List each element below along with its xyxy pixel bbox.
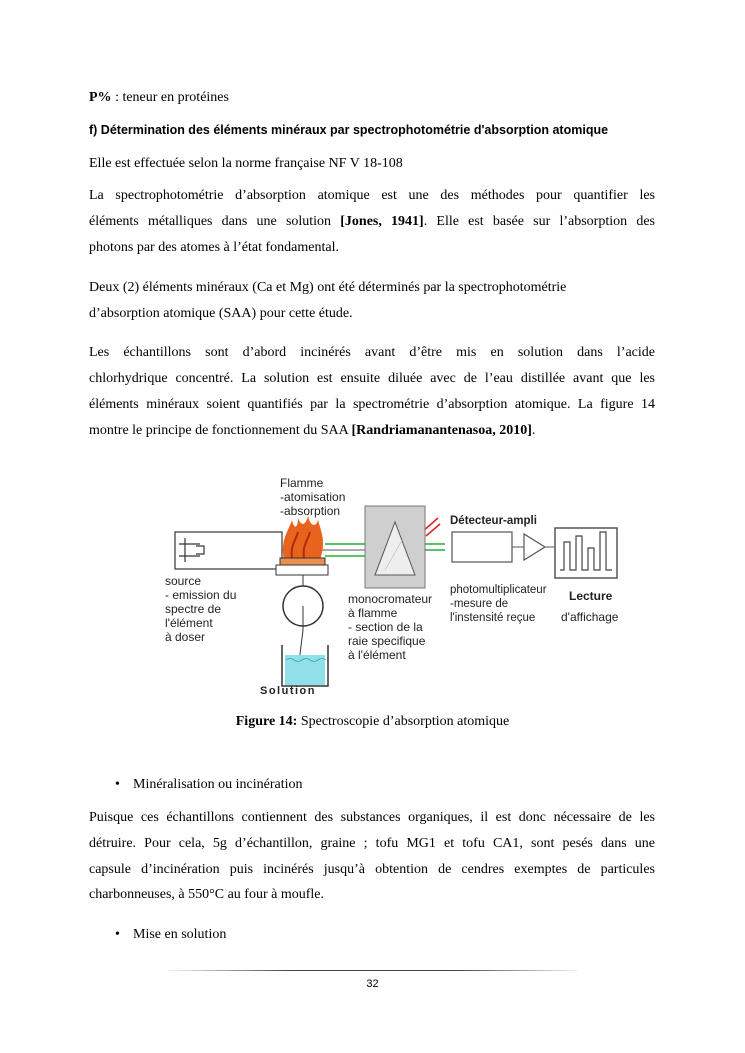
- detector-title: Détecteur-ampli: [450, 515, 537, 527]
- para3-line4: [89, 422, 655, 440]
- bullet-mise-en-solution: Mise en solution: [133, 927, 227, 942]
- citation-jones: [Jones, 1941]: [340, 214, 424, 229]
- para4-line1: Puisque ces échantillons contiennent des substances organiques, il est donc nécessaire de les: [89, 810, 655, 825]
- flame-label-3: -absorption: [280, 504, 341, 518]
- photo-label-2: -mesure de: [450, 598, 509, 610]
- para2-line1: Deux (2) éléments minéraux (Ca et Mg) ont été déterminés par la spectrophotométrie: [89, 280, 567, 295]
- caption-label: Figure 14:: [235, 714, 298, 729]
- mono-label-5: à l'élément: [348, 648, 406, 662]
- bullet-dot-1: •: [115, 777, 120, 792]
- para1-line1: La spectrophotométrie d’absorption atomique est une des méthodes pour quantifier les: [89, 188, 655, 203]
- lecture-label-2: d'affichage: [561, 610, 619, 624]
- para3-line1: Les échantillons sont d’abord incinérés avant d’être mis en solution dans l’acide: [89, 345, 655, 360]
- para1-l2b: . Elle est basée sur l’absorption des: [423, 214, 655, 229]
- para3-line2: chlorhydrique concentré. La solution est ensuite diluée avec de l’eau distillée avant que les: [89, 371, 655, 386]
- mono-label-2: à flamme: [348, 606, 398, 620]
- source-label-2: - emission du: [165, 588, 237, 602]
- solution-label: Solution: [260, 685, 316, 697]
- para4-line2: détruire. Pour cela, 5g d’échantillon, graine ; tofu MG1 et tofu CA1, sont pesés dans une: [89, 836, 655, 851]
- source-label-3: spectre de: [165, 602, 222, 616]
- para1-line3: photons par des atomes à l’état fondamental.: [89, 240, 339, 255]
- protein-content-line: [89, 89, 655, 107]
- photo-label-1: photomultiplicateur: [450, 584, 547, 596]
- para2-line2: d’absorption atomique (SAA) pour cette étude.: [89, 306, 353, 321]
- footer-divider: [168, 970, 578, 971]
- flame-label-2: -atomisation: [280, 490, 346, 504]
- photo-label-3: l'instensité reçue: [450, 612, 536, 624]
- para4-line4: charbonneuses, à 550°C au four à moufle.: [89, 887, 324, 902]
- mono-label-3: - section de la: [348, 620, 423, 634]
- aas-diagram: [160, 470, 630, 702]
- flame-label-1: Flamme: [280, 476, 324, 490]
- burner-icon: [276, 565, 328, 575]
- para3-line3: éléments minéraux soient quantifiés par la spectrométrie d’absorption atomique. La figure 14: [89, 397, 655, 412]
- source-label-5: à doser: [165, 630, 206, 644]
- norm-line: Elle est effectuée selon la norme française NF V 18-108: [89, 156, 403, 171]
- section-f-heading: f) Détermination des éléments minéraux par spectrophotométrie d'absorption atomique: [89, 123, 609, 137]
- mono-label-1: monocromateur: [348, 592, 433, 606]
- citation-randriamanantenasoa: [Randriamanantenasoa, 2010]: [351, 423, 532, 438]
- source-label-4: l'élément: [165, 616, 213, 630]
- page-number: 32: [366, 978, 379, 990]
- figure-caption: [0, 714, 745, 730]
- source-label-1: source: [165, 574, 202, 588]
- bullet-dot-2: •: [115, 927, 120, 942]
- mono-label-4: raie specifique: [348, 634, 426, 648]
- p-percent-symbol: P%: [89, 90, 112, 105]
- bullet-mineralisation: Minéralisation ou incinération: [133, 777, 303, 792]
- para1-l2a: éléments métalliques dans une solution: [89, 214, 341, 229]
- p-percent-text: : teneur en protéines: [111, 90, 229, 105]
- para3-l4b: .: [531, 423, 536, 438]
- lamp-icon: [175, 532, 282, 569]
- para3-l4a: montre le principe de fonctionnement du SAA: [89, 423, 352, 438]
- para1-line2: [89, 213, 655, 231]
- monochromator-icon: [365, 506, 425, 588]
- lecture-label-1: Lecture: [569, 589, 613, 603]
- display-icon: [555, 528, 617, 578]
- caption-text: Spectroscopie d’absorption atomique: [297, 714, 510, 729]
- para4-line3: capsule d’incinération puis incinérés jusqu’à obtention de cendres exemptes de particules: [89, 862, 655, 877]
